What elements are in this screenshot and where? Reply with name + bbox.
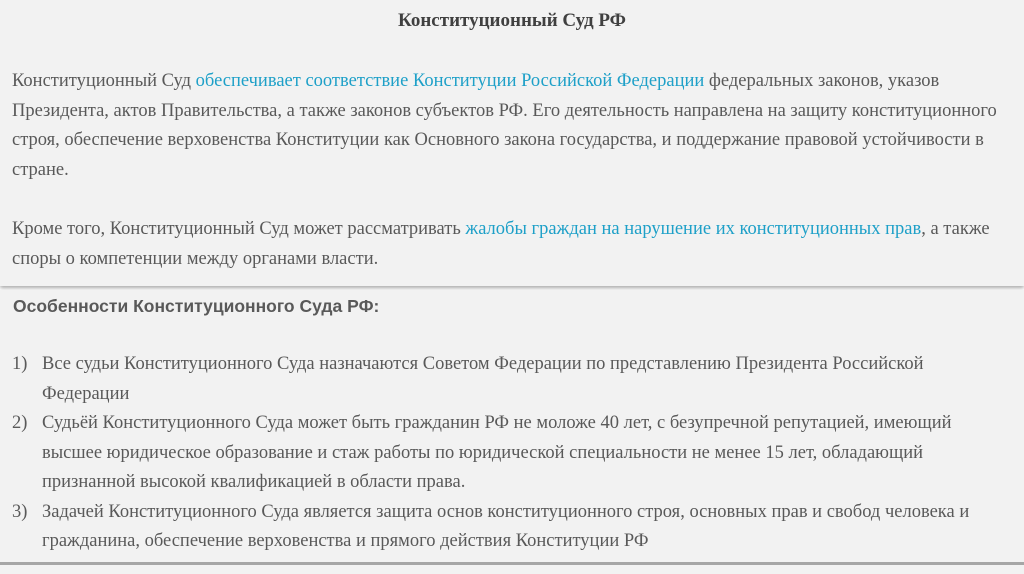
list-item [12,350,1002,409]
list-item-text: Задачей Конституционного Суда является защита основ конституционного строя, основных прав и свобод человека и гражданина, обеспечение верховенства и прямого действия Конституции РФ [42,501,970,551]
list-item-number: 3) [12,501,28,522]
paragraph-intro-text-start: Конституционный Суд [12,71,196,91]
link-constitution-compliance[interactable]: обеспечивает соответствие Конституции Российской Федерации [195,71,705,91]
features-heading: Особенности Конституционного Суда РФ: [13,296,380,316]
features-list [12,350,1002,557]
paragraph-intro-text-end: федеральных законов, указов Президента, актов Правительства, а также законов субъектов РФ. Его деятельность направлена на защиту конституционного строя, обеспечение верховенства Конституции как Основного закона государства, и поддержание правовой устойчивости в стране. [12,71,997,180]
list-item-number: 2) [12,413,28,433]
paragraph-complaints-text-end: , а также споры о компетенции между органами власти. [12,219,990,269]
link-citizen-complaints[interactable]: жалобы граждан на нарушение их конституционных прав [465,219,922,239]
paragraph-intro [12,67,1002,185]
list-item-number: 1) [12,354,28,374]
list-item [12,498,1002,557]
intro-panel [0,0,1024,286]
list-item-text: Все судьи Конституционного Суда назначаются Советом Федерации по представлению Президента Российской Федерации [42,354,924,404]
list-item [12,409,1002,498]
page-title: Конституционный Суд РФ [398,10,626,31]
paragraph-complaints-text-start: Кроме того, Конституционный Суд может рассматривать [12,219,466,239]
bottom-divider [0,562,1024,565]
list-item-text: Судьёй Конституционного Суда может быть гражданин РФ не моложе 40 лет, с безупречной репутацией, имеющий высшее юридическое образование и стаж работы по юридической специальности не менее 15 лет, обладающий признанной высокой квалификацией в области права. [42,413,952,492]
paragraph-complaints [12,215,1002,274]
